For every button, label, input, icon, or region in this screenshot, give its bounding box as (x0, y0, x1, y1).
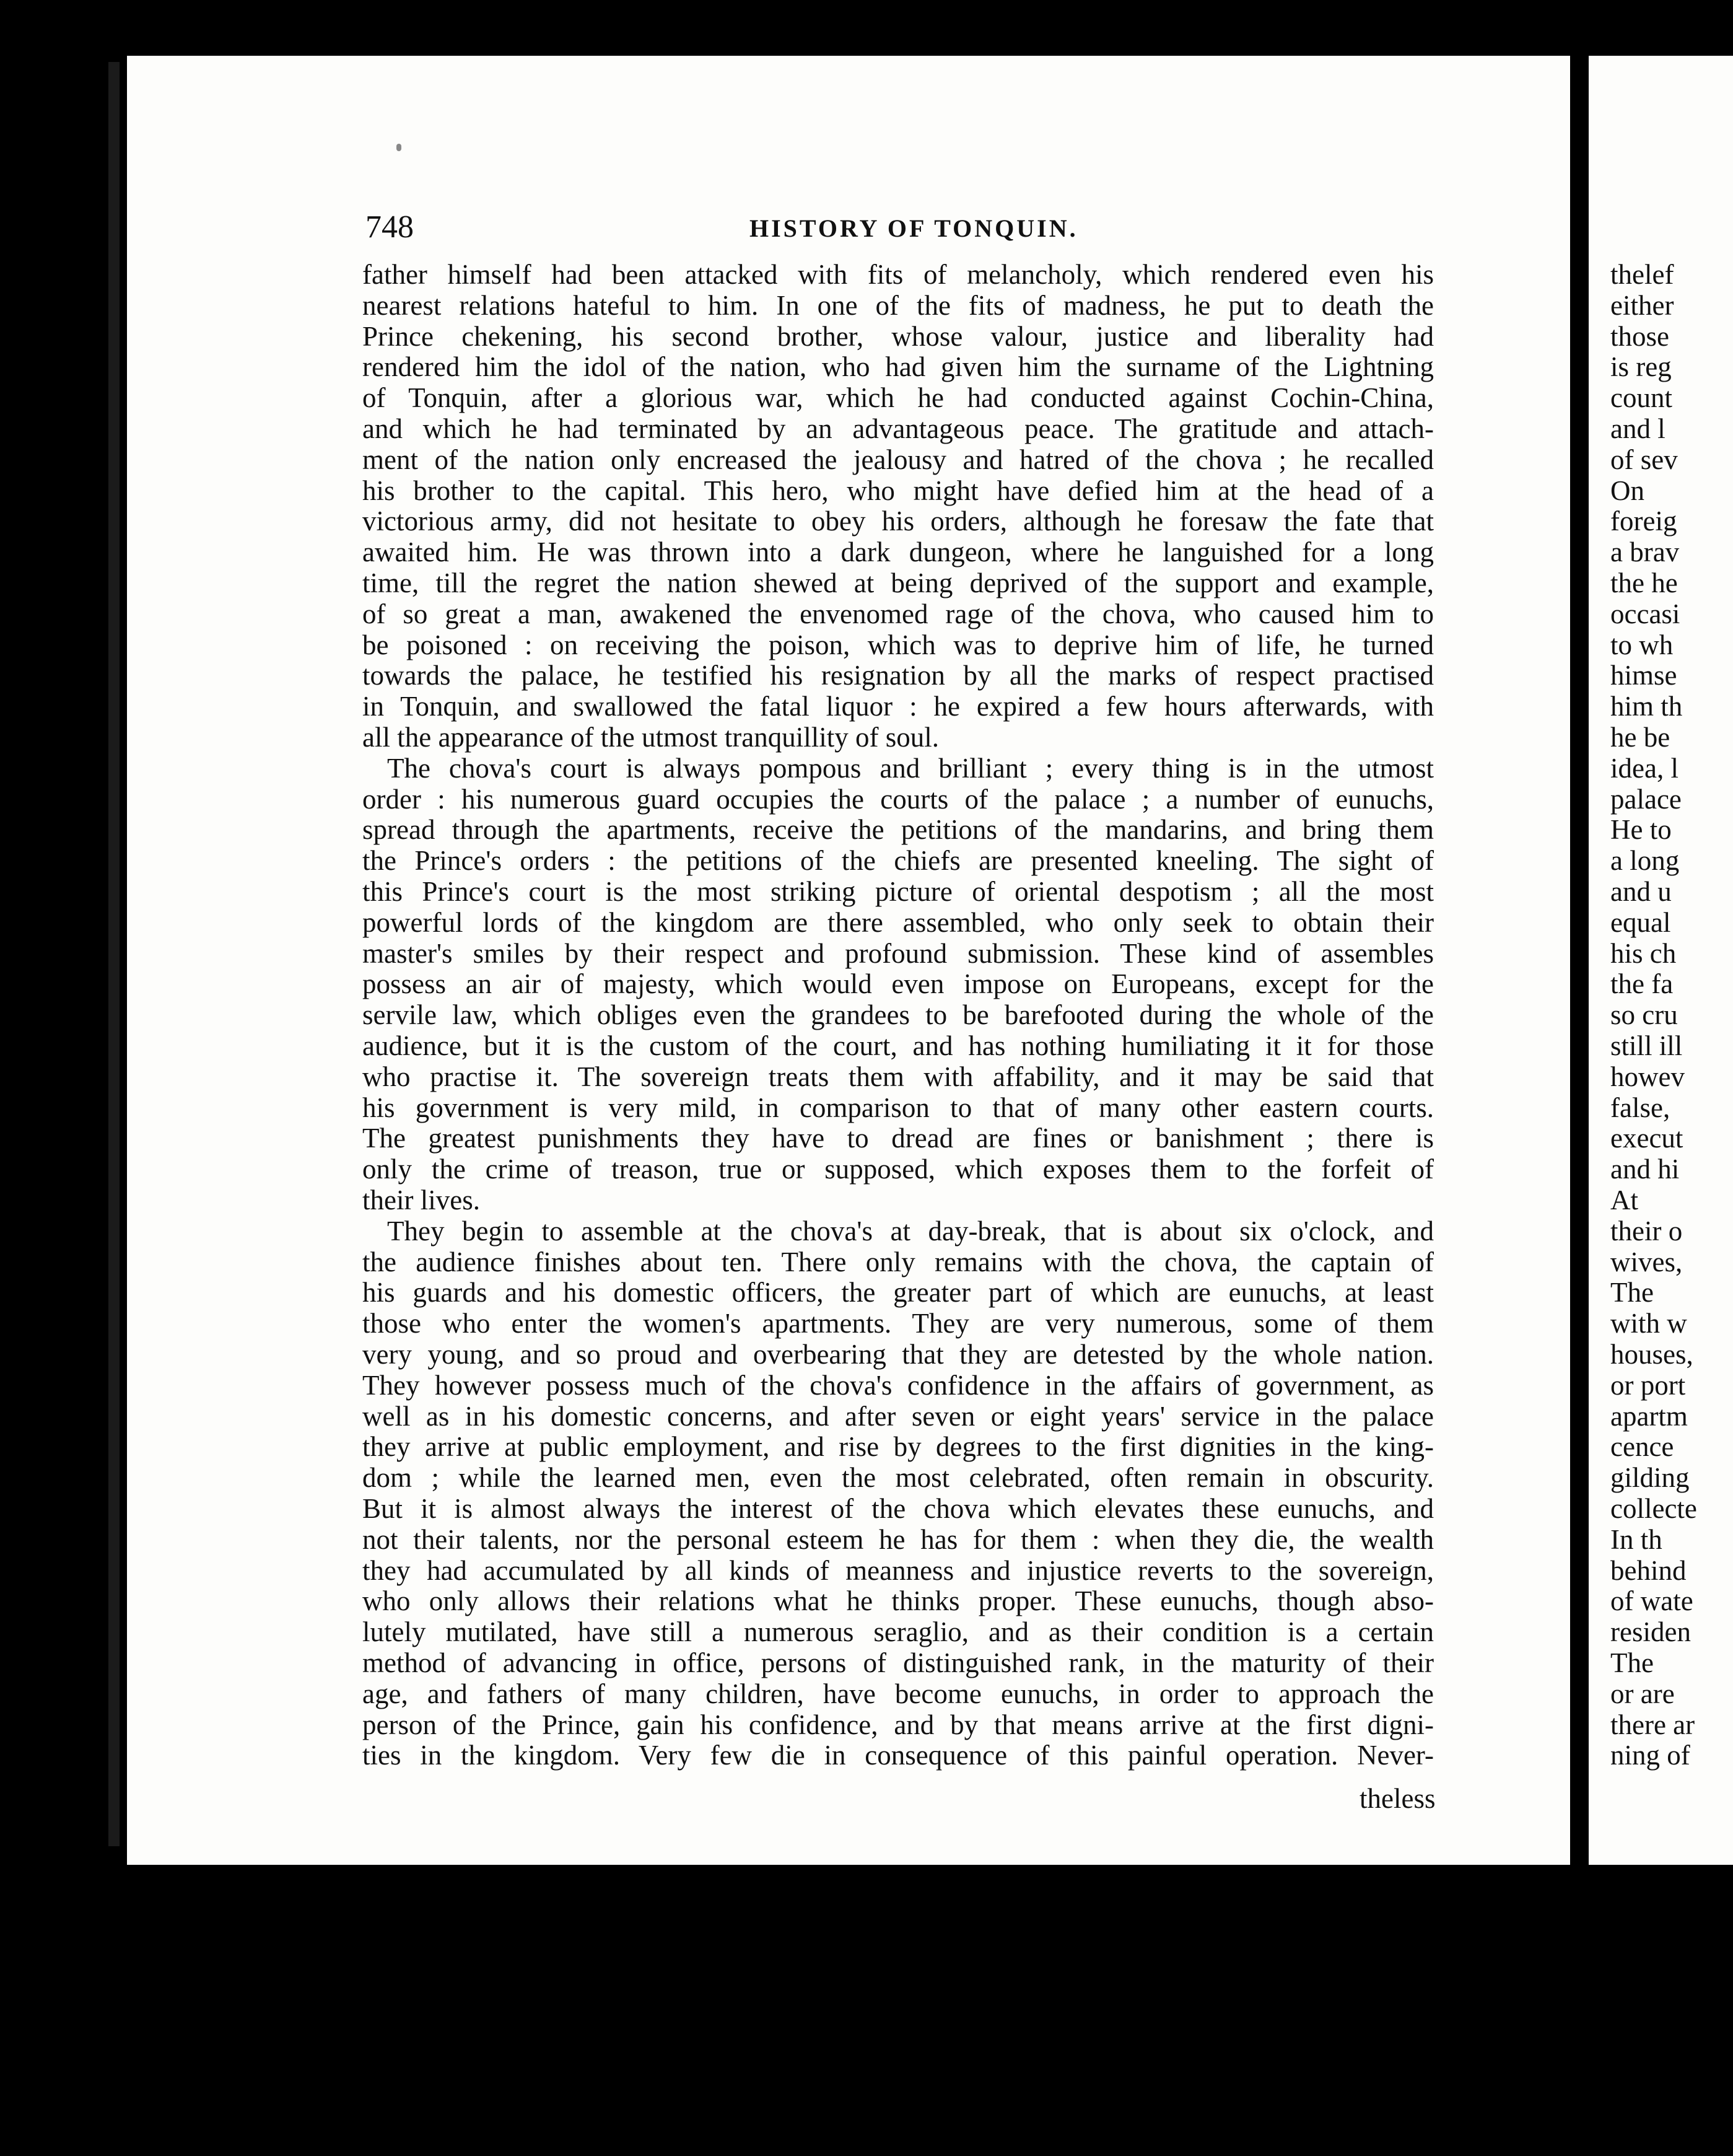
text-line: lutely mutilated, have still a numerous seraglio, and as their condition is a certain (362, 1616, 1434, 1647)
fragment-line: himse (1610, 660, 1677, 691)
fragment-line: execut (1610, 1123, 1683, 1154)
fragment-line: false, (1610, 1092, 1670, 1123)
fragment-line: gilding (1610, 1462, 1690, 1493)
fragment-line: those (1610, 321, 1669, 352)
text-line: age, and fathers of many children, have become eunuchs, in order to approach the (362, 1678, 1434, 1709)
fragment-line: At (1610, 1185, 1638, 1216)
text-line: only the crime of treason, true or supposed, which exposes them to the forfeit of (362, 1154, 1434, 1185)
fragment-line: residen (1610, 1616, 1691, 1647)
text-line: this Prince's court is the most striking picture of oriental despotism ; all the most (362, 876, 1434, 907)
text-line: his brother to the capital. This hero, who might have defied him at the head of a (362, 475, 1434, 506)
fragment-line: or port (1610, 1370, 1686, 1401)
running-head: HISTORY OF TONQUIN. (749, 214, 1078, 242)
fragment-line: The (1610, 1277, 1654, 1308)
fragment-line: apartm (1610, 1401, 1688, 1432)
fragment-line: with w (1610, 1308, 1687, 1339)
text-line: rendered him the idol of the nation, who had given him the surname of the Lightning (362, 351, 1434, 382)
fragment-line: palace (1610, 784, 1682, 815)
fragment-line: idea, l (1610, 753, 1678, 784)
catchword: theless (1360, 1783, 1436, 1814)
fragment-line: foreig (1610, 506, 1677, 537)
text-line: ment of the nation only encreased the jealousy and hatred of the chova ; he recalled (362, 444, 1434, 475)
fragment-line: or are (1610, 1678, 1675, 1709)
fragment-line: equal (1610, 907, 1671, 938)
fragment-line: either (1610, 290, 1674, 321)
fragment-line: there ar (1610, 1709, 1695, 1740)
text-line: his government is very mild, in comparison to that of many other eastern courts. (362, 1092, 1434, 1123)
fragment-line: of wate (1610, 1585, 1693, 1616)
text-line: audience, but it is the custom of the court, and has nothing humiliating it it for those (362, 1030, 1434, 1061)
ink-speck (396, 144, 401, 151)
text-line: person of the Prince, gain his confidence, and by that means arrive at the first digni- (362, 1709, 1434, 1740)
fragment-line: occasi (1610, 598, 1680, 629)
text-line: they arrive at public employment, and rise by degrees to the first dignities in the king- (362, 1431, 1434, 1462)
fragment-line: still ill (1610, 1030, 1683, 1061)
text-line: his guards and his domestic officers, the greater part of which are eunuchs, at least (362, 1277, 1434, 1308)
text-line: method of advancing in office, persons of distinguished rank, in the maturity of their (362, 1647, 1434, 1678)
text-line: those who enter the women's apartments. They are very numerous, some of them (362, 1308, 1434, 1339)
book-spine-shadow (108, 62, 120, 1846)
fragment-line: his ch (1610, 938, 1677, 969)
fragment-line: so cru (1610, 999, 1678, 1030)
text-line: of so great a man, awakened the envenomed rage of the chova, who caused him to (362, 598, 1434, 629)
text-line: The chova's court is always pompous and brilliant ; every thing is in the utmost (387, 753, 1434, 784)
text-line: But it is almost always the interest of the chova which elevates these eunuchs, and (362, 1493, 1434, 1524)
fragment-line: the fa (1610, 968, 1674, 999)
text-line: in Tonquin, and swallowed the fatal liquor : he expired a few hours afterwards, with (362, 691, 1434, 722)
fragment-line: cence (1610, 1431, 1674, 1462)
fragment-line: and l (1610, 413, 1665, 444)
fragment-line: In th (1610, 1524, 1662, 1555)
right-page-fragments (1610, 257, 1733, 1818)
fragment-line: to wh (1610, 629, 1674, 660)
fragment-line: howev (1610, 1061, 1685, 1092)
page-number: 748 (365, 209, 414, 245)
fragment-line: collecte (1610, 1493, 1697, 1524)
text-line: not their talents, nor the personal esteem he has for them : when they die, the wealth (362, 1524, 1434, 1555)
text-line: servile law, which obliges even the grandees to be barefooted during the whole of the (362, 999, 1434, 1030)
text-line: They begin to assemble at the chova's at day-break, that is about six o'clock, and (387, 1216, 1434, 1247)
text-line: They however possess much of the chova's confidence in the affairs of government, as (362, 1370, 1434, 1401)
fragment-line: He to (1610, 814, 1672, 845)
main-text (362, 257, 1434, 1818)
text-line: ties in the kingdom. Very few die in consequence of this painful operation. Never- (362, 1740, 1434, 1771)
fragment-line: count (1610, 382, 1672, 413)
fragment-line: On (1610, 475, 1644, 506)
text-line: very young, and so proud and overbearing that they are detested by the whole nation. (362, 1339, 1434, 1370)
fragment-line: the he (1610, 567, 1678, 598)
text-line: the Prince's orders : the petitions of the chiefs are presented kneeling. The sight of (362, 845, 1434, 876)
text-line: of Tonquin, after a glorious war, which he had conducted against Cochin-China, (362, 382, 1434, 413)
text-line: and which he had terminated by an advantageous peace. The gratitude and attach- (362, 413, 1434, 444)
text-line: powerful lords of the kingdom are there assembled, who only seek to obtain their (362, 907, 1434, 938)
fragment-line: ning of (1610, 1740, 1690, 1771)
fragment-line: houses, (1610, 1339, 1693, 1370)
fragment-line: and hi (1610, 1154, 1680, 1185)
text-line: order : his numerous guard occupies the courts of the palace ; a number of eunuchs, (362, 784, 1434, 815)
text-line: their lives. (362, 1185, 480, 1216)
text-line: spread through the apartments, receive the petitions of the mandarins, and bring them (362, 814, 1434, 845)
text-line: possess an air of majesty, which would even impose on Europeans, except for the (362, 968, 1434, 999)
text-line: they had accumulated by all kinds of meanness and injustice reverts to the sovereign, (362, 1555, 1434, 1586)
text-line: victorious army, did not hesitate to obey his orders, although he foresaw the fate that (362, 506, 1434, 537)
text-line: well as in his domestic concerns, and after seven or eight years' service in the palace (362, 1401, 1434, 1432)
text-line: the audience finishes about ten. There only remains with the chova, the captain of (362, 1247, 1434, 1277)
text-line: father himself had been attacked with fits of melancholy, which rendered even his (362, 259, 1434, 290)
text-line: time, till the regret the nation shewed at being deprived of the support and example, (362, 567, 1434, 598)
fragment-line: a brav (1610, 537, 1680, 567)
text-line: awaited him. He was thrown into a dark dungeon, where he languished for a long (362, 537, 1434, 567)
text-line: nearest relations hateful to him. In one of the fits of madness, he put to death the (362, 290, 1434, 321)
fragment-line: him th (1610, 691, 1683, 722)
text-line: Prince chekening, his second brother, whose valour, justice and liberality had (362, 321, 1434, 352)
fragment-line: he be (1610, 722, 1670, 753)
page-header (365, 208, 1431, 251)
fragment-line: their o (1610, 1216, 1683, 1247)
text-line: The greatest punishments they have to dread are fines or banishment ; there is (362, 1123, 1434, 1154)
fragment-line: a long (1610, 845, 1680, 876)
text-line: be poisoned : on receiving the poison, which was to deprive him of life, he turned (362, 629, 1434, 660)
fragment-line: wives, (1610, 1247, 1683, 1277)
text-line: who practise it. The sovereign treats them with affability, and it may be said that (362, 1061, 1434, 1092)
book-gutter (1570, 0, 1589, 2156)
text-line: dom ; while the learned men, even the most celebrated, often remain in obscurity. (362, 1462, 1434, 1493)
fragment-line: and u (1610, 876, 1672, 907)
text-line: master's smiles by their respect and profound submission. These kind of assembles (362, 938, 1434, 969)
fragment-line: behind (1610, 1555, 1687, 1586)
fragment-line: of sev (1610, 444, 1678, 475)
text-line: who only allows their relations what he thinks proper. These eunuchs, though abso- (362, 1585, 1434, 1616)
fragment-line: thelef (1610, 259, 1674, 290)
text-line: all the appearance of the utmost tranquillity of soul. (362, 722, 939, 753)
fragment-line: The (1610, 1647, 1654, 1678)
fragment-line: is reg (1610, 351, 1672, 382)
text-line: towards the palace, he testified his resignation by all the marks of respect practised (362, 660, 1434, 691)
